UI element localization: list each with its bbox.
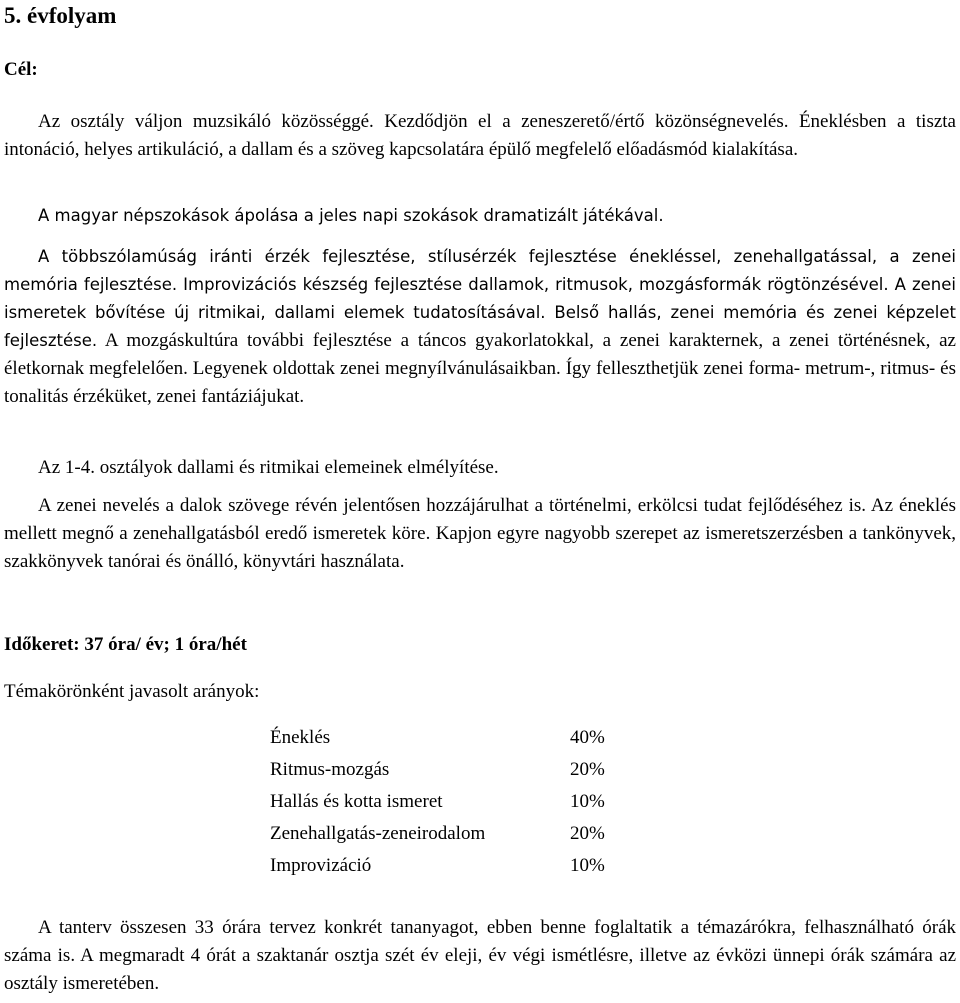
ratio-label: Témakörönként javasolt arányok: (4, 681, 260, 702)
ratio-value: 20% (570, 759, 605, 780)
ratio-name: Ritmus-mozgás (270, 759, 390, 780)
goal-paragraph-3-serif: A mozgáskultúra további fejlesztése a táncos gyakorlatokkal, a zenei karakternek, a zenei történésnek, az életkornak megfelelően. Legyenek oldottak zenei megnyílvánulásaikban. Így felleszthetjük zenei forma- metrum-, ritmus- és tonalitás érzéküket, zenei fantáziájukat. (4, 330, 956, 407)
closing-paragraph: A tanterv összesen 33 órára tervez konkrét tananyagot, ebben benne foglaltatik a témazárókra, felhasználható órák száma is. A megmaradt 4 órát a szaktanár osztja szét év eleji, év végi ismétlésre, illetve az évközi ünnepi órák számára az osztály ismeretében. (4, 917, 956, 994)
ratio-name: Improvizáció (270, 855, 372, 876)
ratio-value: 40% (570, 727, 605, 748)
ratio-row (270, 786, 605, 818)
ratio-table (270, 722, 605, 882)
goal-paragraph-4: Az 1-4. osztályok dallami és ritmikai elemeinek elmélyítése. (38, 457, 499, 478)
ratio-value: 10% (570, 855, 605, 876)
goal-paragraph-3-sans: A többszólamúság iránti érzék fejlesztése, stílusérzék fejlesztése énekléssel, zenehallgatással, a zenei memória fejlesztése. Improvizációs készség fejlesztése dallamok, ritmusok, mozgásformák rögtönzésével. A zenei ismeretek bővítése új ritmikai, dallami elemek tudatosításával. Belső hallás, zenei memória és zenei képzelet fejlesztése. (4, 247, 956, 350)
ratio-name: Zenehallgatás-zeneirodalom (270, 823, 486, 844)
goal-label: Cél: (4, 59, 38, 80)
goal-paragraph-5: A zenei nevelés a dalok szövege révén jelentősen hozzájárulhat a történelmi, erkölcsi tudat fejlődéséhez is. Az éneklés mellett megnő a zenehallgatásból eredő ismeretek köre. Kapjon egyre nagyobb szerepet az ismeretszerzésben a tankönyvek, szakkönyvek tanórai és önálló, könyvtári használata. (4, 495, 956, 572)
ratio-name: Hallás és kotta ismeret (270, 791, 443, 812)
ratio-name: Éneklés (270, 727, 331, 748)
ratio-value: 10% (570, 791, 605, 812)
goal-paragraph-2: A magyar népszokások ápolása a jeles napi szokások dramatizált játékával. (38, 206, 664, 225)
goal-paragraph-3 (4, 243, 956, 411)
ratio-row (270, 722, 605, 754)
page-title: 5. évfolyam (4, 3, 117, 28)
ratio-row (270, 850, 605, 882)
goal-paragraph-1: Az osztály váljon muzsikáló közösséggé. Kezdődjön el a zeneszerető/értő közönségnevelés. Éneklésben a tiszta intonáció, helyes artikuláció, a dallam és a szöveg kapcsolatára épülő megfelelő előadásmód kialakítása. (4, 111, 956, 160)
timeframe-heading: Időkeret: 37 óra/ év; 1 óra/hét (4, 634, 247, 655)
ratio-row (270, 818, 605, 850)
ratio-value: 20% (570, 823, 605, 844)
ratio-row (270, 754, 605, 786)
